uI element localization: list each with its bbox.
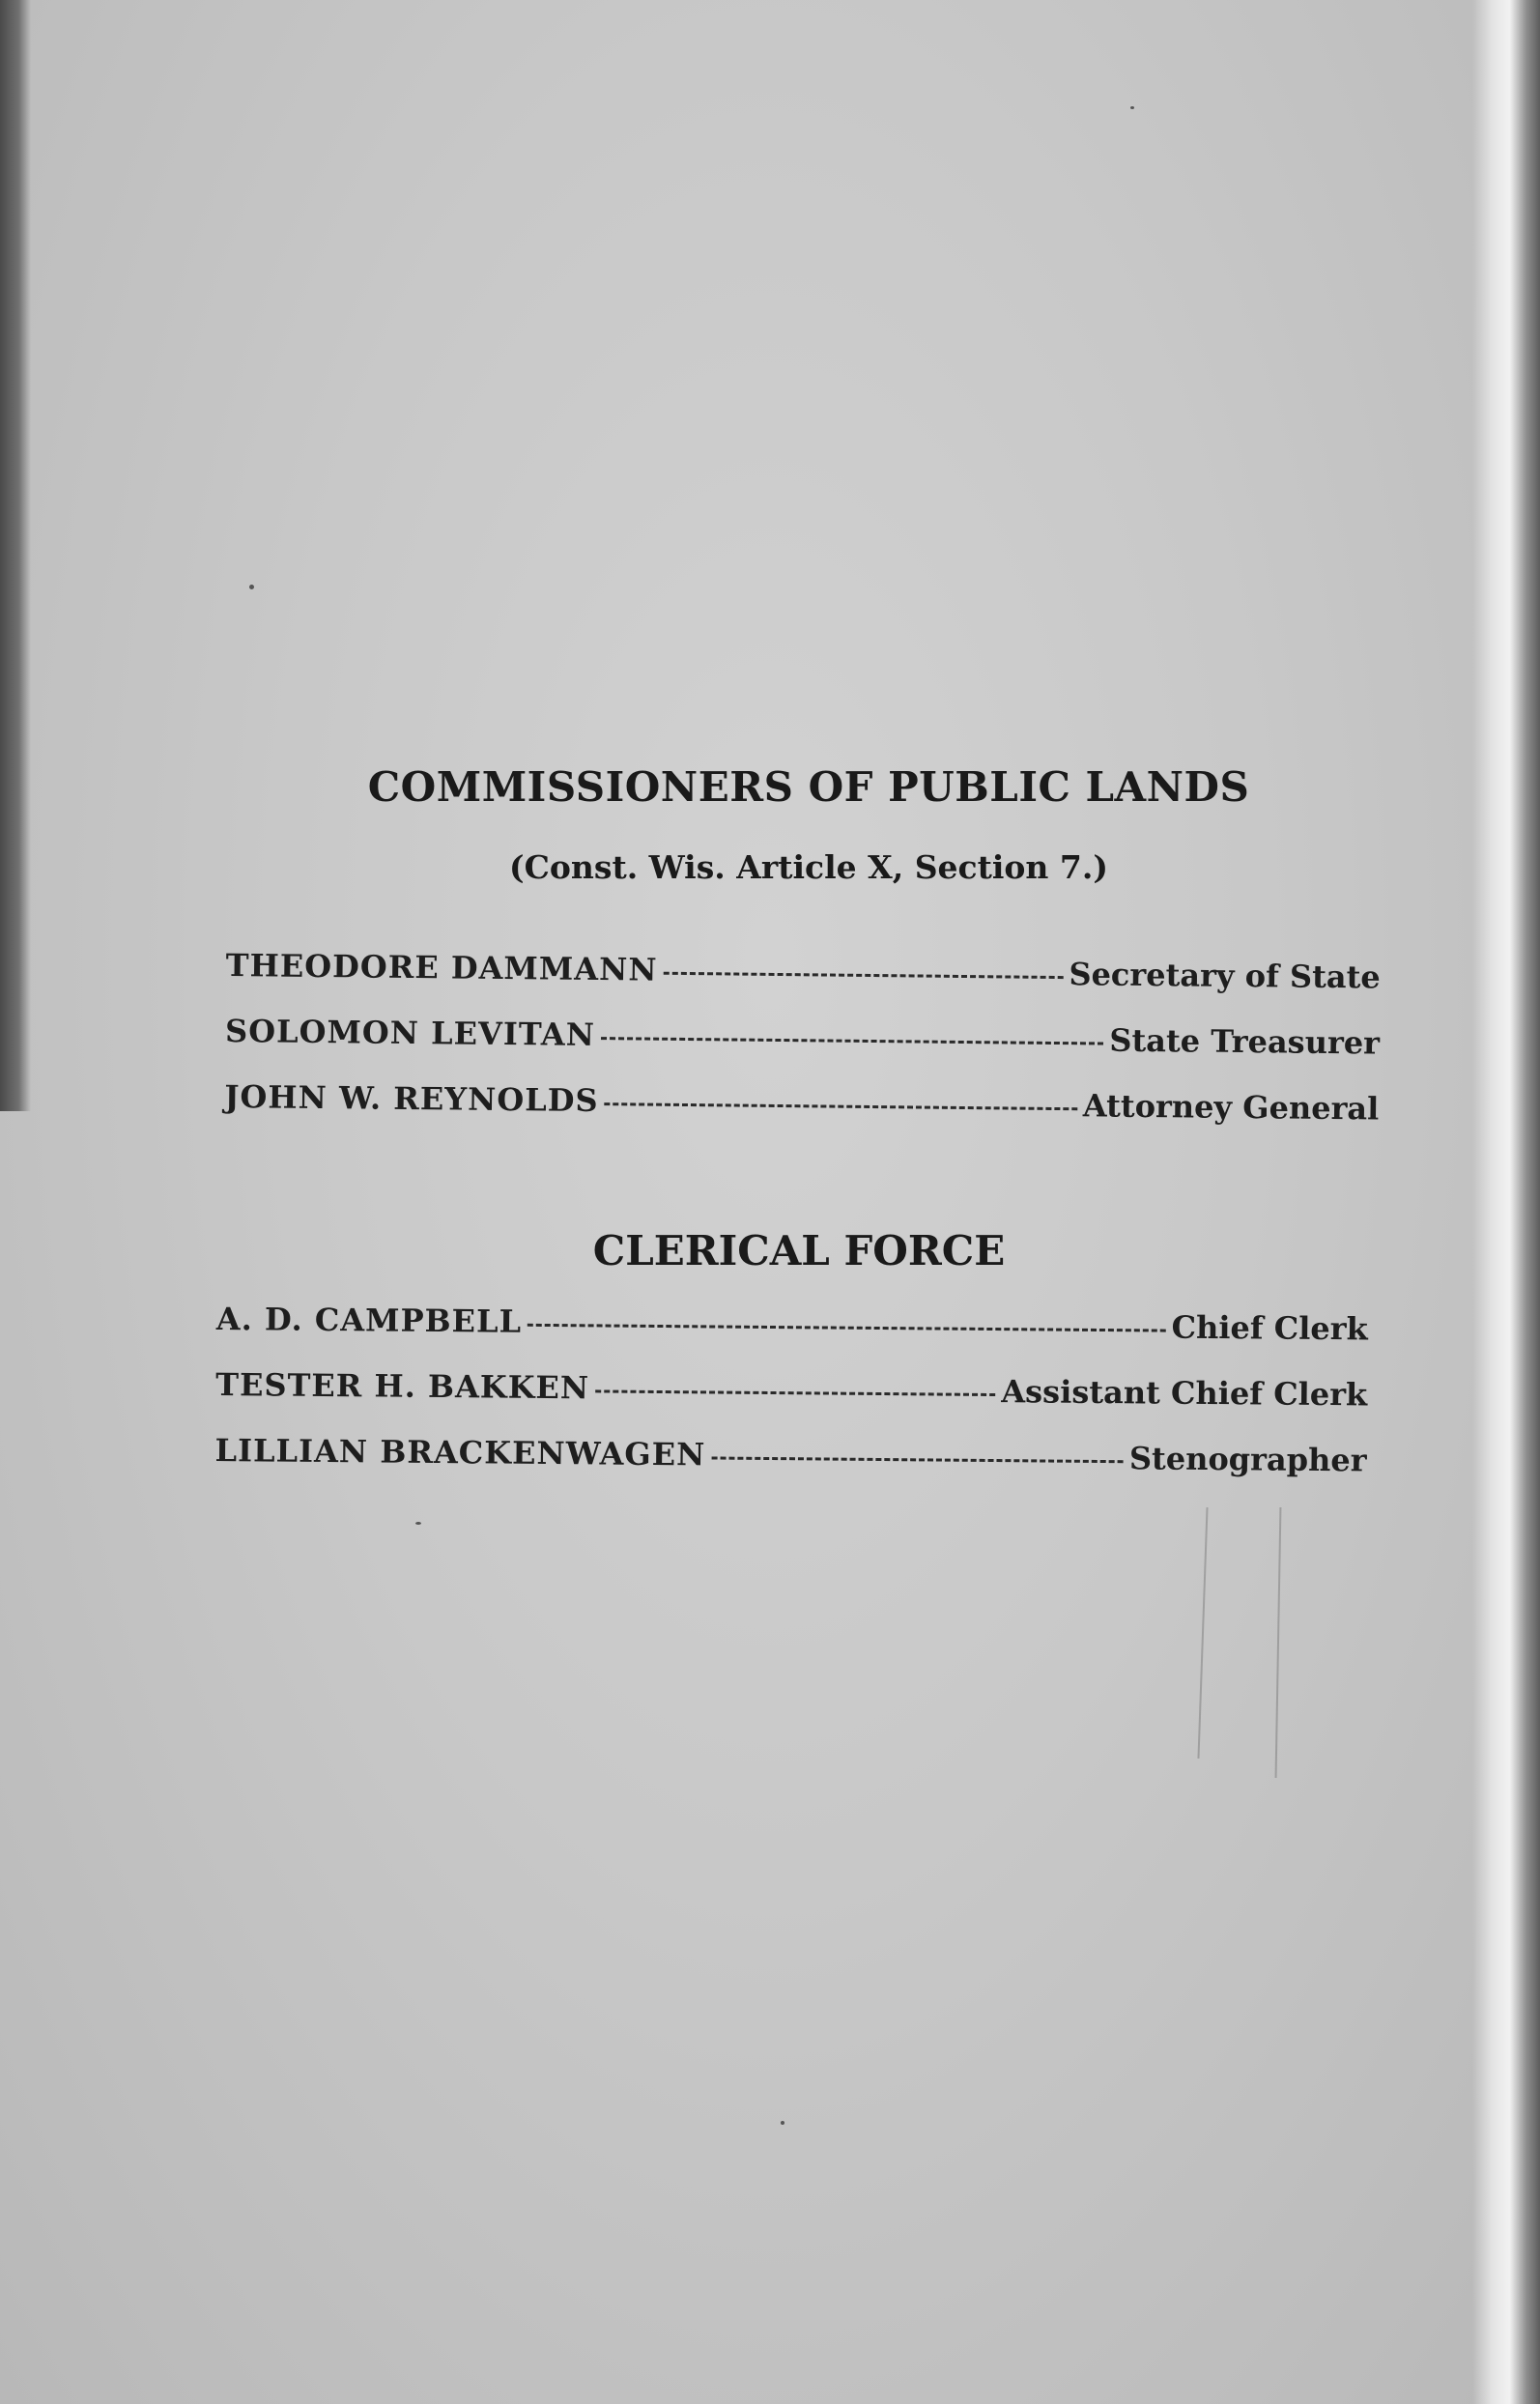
dot-leader — [604, 1102, 1076, 1110]
commissioners-list — [224, 947, 1381, 1157]
member-name: SOLOMON LEVITAN — [224, 1012, 596, 1054]
dot-leader — [664, 972, 1064, 979]
member-name: LILLIAN BRACKENWAGEN — [214, 1431, 706, 1474]
list-item — [225, 1013, 1381, 1091]
member-title: Attorney General — [1082, 1087, 1380, 1128]
paper-speck — [1130, 106, 1134, 109]
dot-leader — [601, 1037, 1103, 1045]
page-left-shadow — [0, 0, 31, 1111]
list-item — [225, 947, 1381, 1025]
paper-speck — [415, 1522, 421, 1525]
page-right-edge — [1472, 0, 1540, 2404]
member-title: Assistant Chief Clerk — [1001, 1373, 1368, 1414]
dot-leader — [528, 1324, 1166, 1332]
page-title: COMMISSIONERS OF PUBLIC LANDS — [367, 763, 1250, 811]
member-title: Chief Clerk — [1171, 1308, 1368, 1348]
member-name: TESTER H. BAKKEN — [215, 1365, 590, 1407]
list-item — [214, 1432, 1367, 1507]
member-title: State Treasurer — [1109, 1021, 1381, 1062]
list-item — [224, 1078, 1380, 1157]
page-subtitle: (Const. Wis. Article X, Section 7.) — [509, 848, 1108, 886]
paper-speck — [781, 2121, 784, 2125]
dot-leader — [595, 1389, 995, 1396]
paper-speck — [249, 585, 254, 589]
dot-leader — [711, 1456, 1124, 1463]
member-title: Secretary of State — [1069, 956, 1381, 996]
member-name: A. D. CAMPBELL — [215, 1301, 523, 1340]
list-item — [215, 1301, 1368, 1376]
section-title-clerical: CLERICAL FORCE — [592, 1227, 1006, 1274]
pencil-mark — [1197, 1507, 1208, 1759]
member-title: Stenographer — [1128, 1440, 1367, 1479]
clerical-list — [214, 1301, 1368, 1507]
list-item — [215, 1366, 1368, 1442]
pencil-mark — [1275, 1507, 1282, 1778]
member-name: THEODORE DAMMANN — [225, 947, 658, 988]
member-name: JOHN W. REYNOLDS — [224, 1077, 599, 1120]
